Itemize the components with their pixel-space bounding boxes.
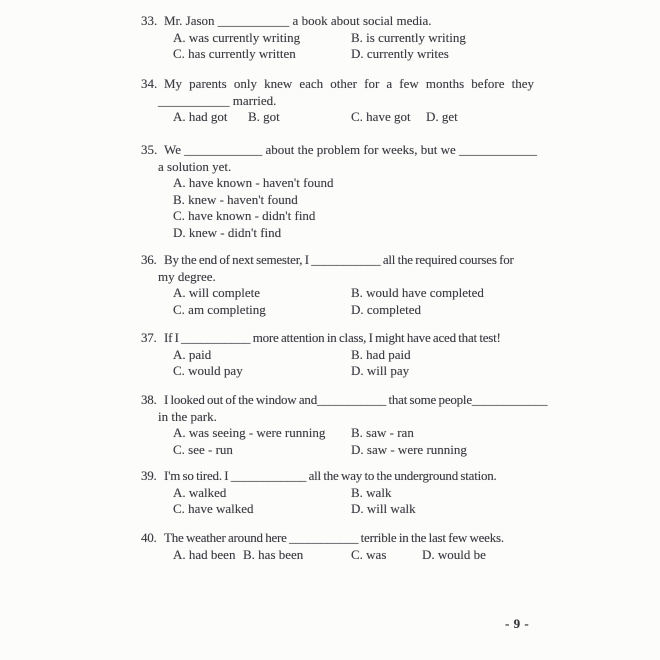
question-36 <box>141 252 534 318</box>
options-grid <box>141 285 534 318</box>
question-number: 40. <box>141 530 157 545</box>
option-d: D. knew - didn't find <box>173 224 282 240</box>
option-b: B. saw - ran <box>351 425 414 441</box>
options-grid <box>141 347 534 380</box>
options-stack <box>141 175 534 241</box>
question-number: 33. <box>141 13 158 28</box>
option-c: C. was <box>351 546 387 562</box>
option-a: A. paid <box>173 346 212 362</box>
question-35 <box>141 142 538 242</box>
option-d: D. get <box>426 109 458 125</box>
question-line <box>141 530 534 547</box>
option-c: C. have got <box>351 109 411 125</box>
option-d: D. completed <box>351 301 422 317</box>
question-38 <box>141 392 548 458</box>
options-row <box>141 547 534 564</box>
option-b: B. walk <box>351 484 392 500</box>
option-a: A. was seeing - were running <box>173 425 326 441</box>
option-c: C. has currently written <box>173 46 296 62</box>
option-d: D. will walk <box>351 501 416 517</box>
question-text: We ____________ about the problem for weeks, but we ____________ <box>164 142 538 157</box>
question-39 <box>141 468 534 518</box>
page-number: - 9 - <box>505 616 530 631</box>
question-text: By the end of next semester, I ___________ all the required courses for <box>164 252 514 267</box>
question-line <box>141 330 534 347</box>
question-line-2: ___________ married. <box>158 92 277 108</box>
option-d: D. will pay <box>351 363 410 379</box>
question-number: 34. <box>141 76 158 91</box>
question-line-2: in the park. <box>158 408 217 424</box>
option-b: B. got <box>248 109 280 125</box>
options-grid <box>141 485 534 518</box>
question-text: I looked out of the window and___________ that some people____________ <box>164 392 548 407</box>
option-a: A. had got <box>173 109 228 125</box>
option-d: D. saw - were running <box>351 441 467 457</box>
option-a: A. had been <box>173 546 236 562</box>
question-number: 38. <box>141 392 157 407</box>
option-c: C. see - run <box>173 441 233 457</box>
option-c: C. am completing <box>173 301 266 317</box>
question-text: If I ___________ more attention in class, I might have aced that test! <box>164 330 501 345</box>
option-a: A. walked <box>173 484 227 500</box>
question-40 <box>141 530 534 564</box>
question-text: My parents only knew each other for a few months before they <box>164 76 534 91</box>
question-line-2: a solution yet. <box>158 158 232 174</box>
question-text: The weather around here ___________ terrible in the last few weeks. <box>164 530 504 545</box>
options-grid <box>141 30 534 63</box>
option-a: A. have known - haven't found <box>173 175 334 191</box>
question-line <box>141 13 534 30</box>
question-number: 35. <box>141 142 158 157</box>
options-grid <box>141 425 534 458</box>
question-line <box>141 468 534 485</box>
question-number: 37. <box>141 330 157 345</box>
option-b: B. had paid <box>351 346 411 362</box>
question-line-2: my degree. <box>158 268 216 284</box>
option-b: B. knew - haven't found <box>173 191 298 207</box>
option-c: C. have known - didn't find <box>173 208 316 224</box>
option-d: D. currently writes <box>351 46 449 62</box>
option-a: A. was currently writing <box>173 29 301 45</box>
option-c: C. would pay <box>173 363 243 379</box>
question-33 <box>141 13 534 63</box>
question-number: 39. <box>141 468 157 483</box>
option-a: A. will complete <box>173 285 261 301</box>
question-37 <box>141 330 534 380</box>
question-text: I'm so tired. I ____________ all the way to the underground station. <box>164 468 497 483</box>
options-row <box>141 109 534 126</box>
question-text: Mr. Jason ___________ a book about social media. <box>164 13 432 28</box>
question-line <box>141 142 538 159</box>
question-34 <box>141 76 534 126</box>
option-b: B. would have completed <box>351 285 484 301</box>
option-c: C. have walked <box>173 501 254 517</box>
question-line <box>141 252 534 269</box>
option-b: B. has been <box>243 546 304 562</box>
option-b: B. is currently writing <box>351 29 466 45</box>
question-number: 36. <box>141 252 157 267</box>
question-line <box>141 76 534 93</box>
question-line <box>141 392 548 409</box>
option-d: D. would be <box>422 546 486 562</box>
